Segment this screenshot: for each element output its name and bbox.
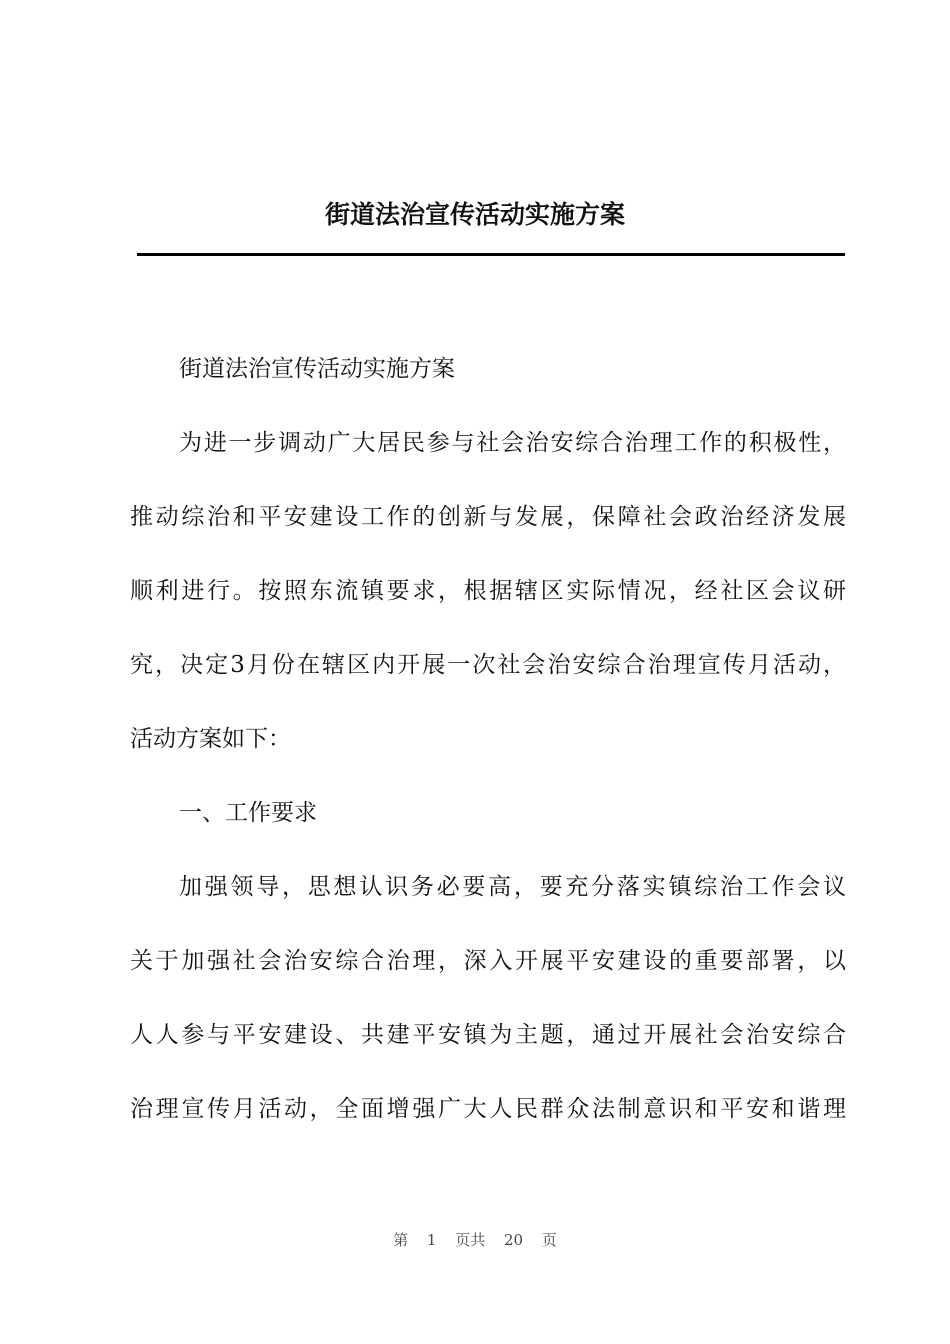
footer-prefix: 第 — [393, 1231, 409, 1249]
title-underline — [137, 253, 845, 256]
footer-total-pages: 20 — [504, 1231, 524, 1249]
body-line: 加强领导，思想认识务必要高，要充分落实镇综治工作会议 — [179, 874, 846, 900]
body-line: 活动方案如下： — [130, 726, 291, 752]
body-line: 治理宣传月活动，全面增强广大人民群众法制意识和平安和谐理 — [130, 1096, 846, 1122]
footer-suffix: 页 — [541, 1231, 557, 1249]
document-title: 街道法治宣传活动实施方案 — [324, 200, 625, 229]
body-line: 关于加强社会治安综合治理，深入开展平安建设的重要部署，以 — [130, 948, 846, 974]
document-body — [130, 347, 846, 1161]
body-line: 街道法治宣传活动实施方案 — [179, 356, 455, 382]
body-line: 为进一步调动广大居民参与社会治安综合治理工作的积极性， — [179, 430, 846, 456]
footer-page-number: 1 — [426, 1231, 437, 1249]
page-footer — [0, 1229, 950, 1250]
body-line: 人人参与平安建设、共建平安镇为主题，通过开展社会治安综合 — [130, 1022, 846, 1048]
body-line: 推动综治和平安建设工作的创新与发展，保障社会政治经济发展 — [130, 504, 846, 530]
section-heading: 一、工作要求 — [179, 800, 317, 826]
body-line: 顺利进行。按照东流镇要求，根据辖区实际情况，经社区会议研 — [130, 578, 846, 604]
footer-middle: 页共 — [455, 1231, 486, 1249]
body-line: 究，决定3月份在辖区内开展一次社会治安综合治理宣传月活动， — [130, 652, 846, 678]
